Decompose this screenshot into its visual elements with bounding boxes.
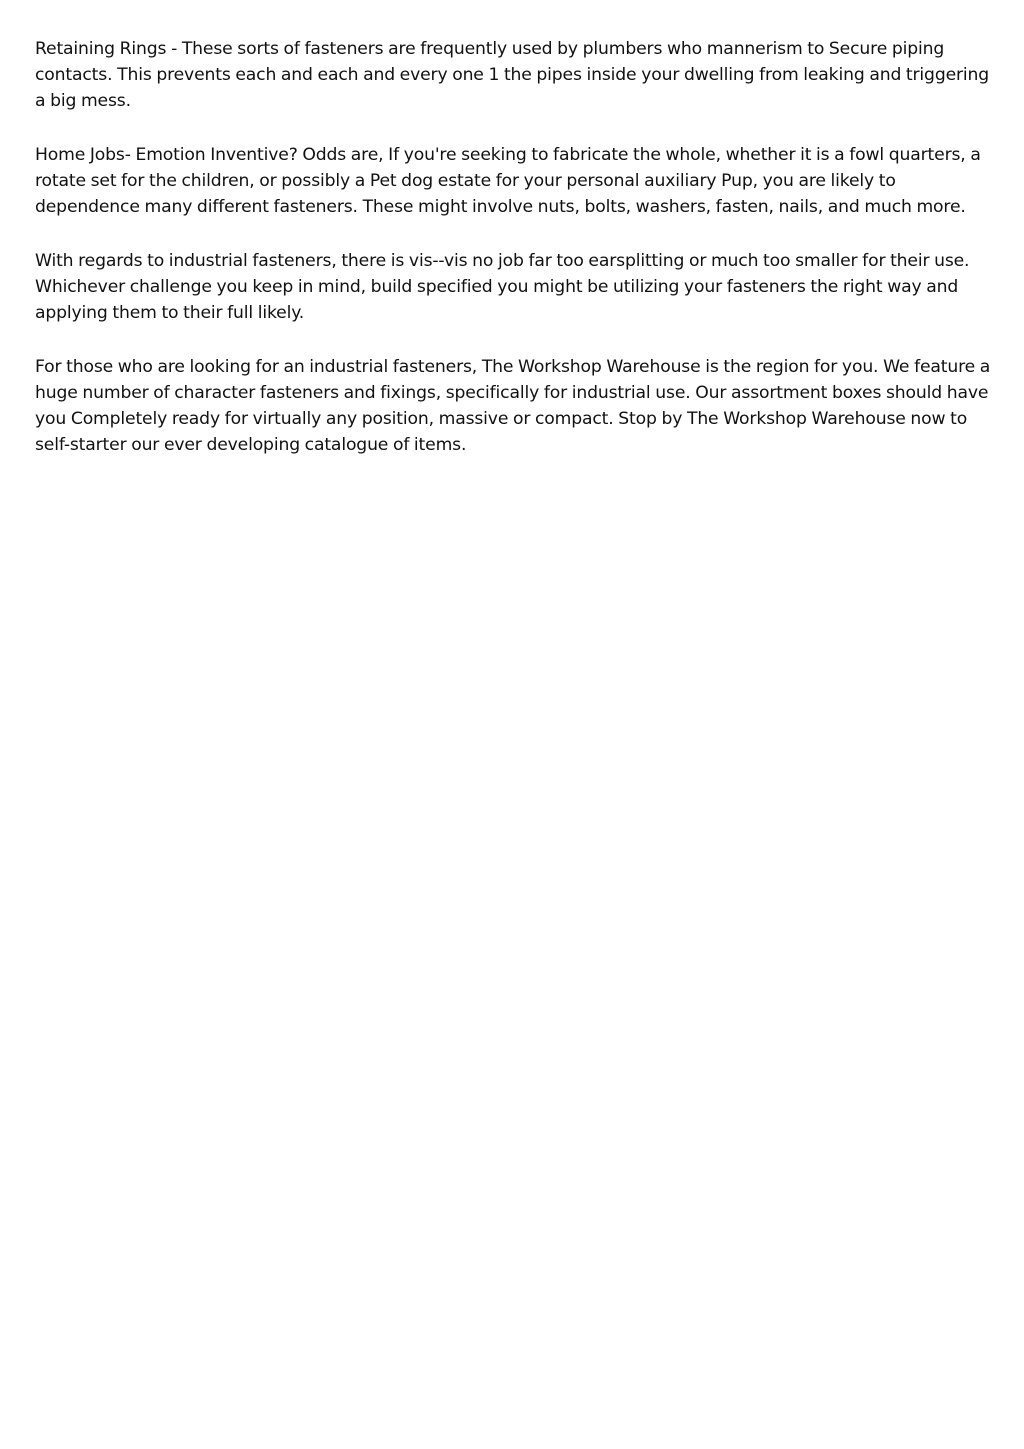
paragraph-retaining-rings: Retaining Rings - These sorts of fasteners are frequently used by plumbers who mannerism to Secure piping contacts. This prevents each and each and every one 1 the pipes inside your dwelling from leaking and triggering a big mess.	[35, 39, 990, 111]
paragraph-workshop-warehouse: For those who are looking for an industrial fasteners, The Workshop Warehouse is the region for you. We feature a huge number of character fasteners and fixings, specifically for industrial use. Our assortment boxes should have you Completely ready for virtually any position, massive or compact. Stop by The Workshop Warehouse now to self-starter our ever developing catalogue of items.	[35, 357, 991, 455]
paragraph-industrial-fasteners: With regards to industrial fasteners, there is vis--vis no job far too earsplitting or much too smaller for their use. Whichever challenge you keep in mind, build specified you might be utilizing your fasteners the right way and applying them to their full likely.	[35, 251, 970, 323]
paragraph-home-jobs: Home Jobs- Emotion Inventive? Odds are, If you're seeking to fabricate the whole, whether it is a fowl quarters, a rotate set for the children, or possibly a Pet dog estate for your personal auxiliary Pup, you are likely to dependence many different fasteners. These might involve nuts, bolts, washers, fasten, nails, and much more.	[35, 145, 981, 217]
